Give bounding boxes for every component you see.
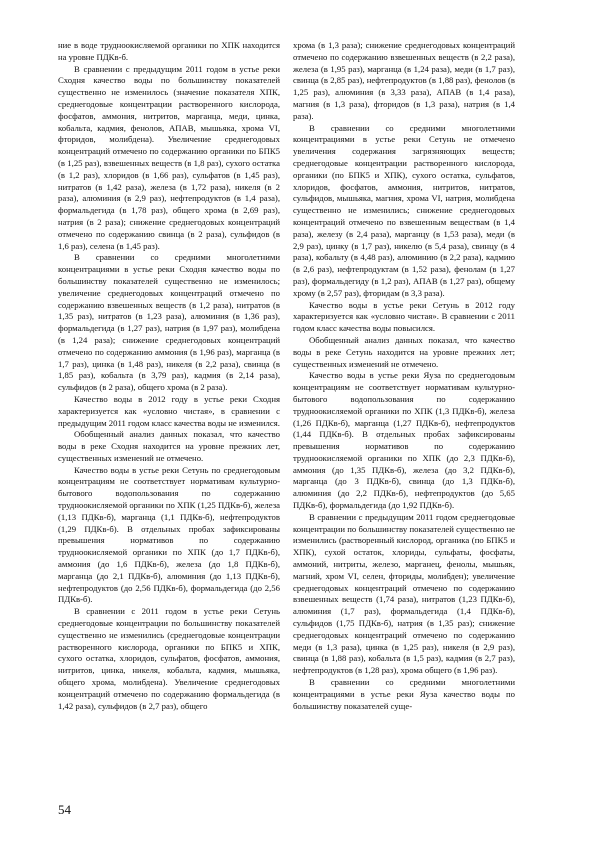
- paragraph: В сравнении с предыдущим 2011 годом в устье реки Сходня качество воды по большинству показателей существенно не изменилось (значение показателя ХПК, среднегодовые концентрации растворенного кислорода, фосфатов, аммония, нитритов, марганца, меди, цинка, кобальта, кадмия, фенолов, АПАВ, мышьяка, хрома VI, фторидов, молибдена). Увеличение среднегодовых концентраций отмечено по содержанию органики по БПК5 (в 1,25 раз), взвешенных веществ (в 1,8 раз), сухого остатка (в 1,2 раз), хлоридов (в 1,66 раз), сульфатов (в 1,45 раз), нитратов (в 1,42 раза), железа (в 1,72 раза), никеля (в 2 раза), алюминия (в 2,9 раз), нефтепродуктов (в 1,4 раза), формальдегида (в 1,78 раз), общего хрома (в 2,69 раз), натрия (в 2 раза); снижение среднегодовых концентраций отмечено по содержанию свинца (в 2 раза), сульфидов (в 1,6 раз), селена (в 1,45 раз).: [58, 63, 280, 251]
- paragraph: Качество воды в устье реки Сетунь в 2012 году характеризуется как «условно чистая». В сравнении с 2011 годом класс качества воды повысился.: [293, 299, 515, 334]
- page-number: 54: [58, 802, 71, 817]
- paragraph: ние в воде трудноокисляемой органики по ХПК находится на уровне ПДКв-б.: [58, 40, 280, 62]
- right-column: [293, 40, 515, 712]
- paragraph: В сравнении со средними многолетними концентрациями в устье реки Сходня качество воды по большинству показателей существенно не изменилось; увеличение среднегодовых концентраций отмечено по содержанию взвешенных веществ (в 1,2 раза), нитратов (в 1,35 раз), нитратов (в 1,23 раза), алюминия (в 1,36 раз), формальдегида (в 1,27 раз), натрия (в 1,97 раз), молибдена (в 1,24 раза); снижение среднегодовых концентраций отмечено по содержанию аммония (в 1,96 раз), марганца (в 1,7 раз), цинка (в 1,48 раз), никеля (в 2,2 раза), свинца (в 1,85 раз), кобальта (в 3,79 раз), кадмия (в 2,14 раза), сульфидов (в 2 раза), общего хрома (в 2 раза).: [58, 252, 280, 393]
- paragraph: В сравнении с предыдущим 2011 годом среднегодовые концентрации по большинству показателей существенно не изменились (растворенный кислород, органика (по БПК5 и ХПК), сухой остаток, хлориды, сульфаты, фосфаты, аммоний, нитриты, железо, марганец, фенолы, мышьяк, магний, хром VI, селен, фториды, молибден); увеличение среднегодовых концентраций отмечено по содержанию взвешенных веществ (1,74 раза), нитратов (1,23 ПДКв-б), алюминия (1,7 раз), формальдегида (1,4 ПДКв-б), сульфидов (1,75 ПДКв-б), натрия (в 1,35 раз); снижение среднегодовых концентраций отмечено по содержанию меди (в 1,3 раза), цинка (в 1,25 раз), никеля (в 2,9 раз), свинца (в 1,88 раз), кобальта (в 1,5 раз), кадмия (в 2,7 раз), нефтепродуктов (в 1,28 раз), хрома общего (в 1,96 раз).: [293, 511, 515, 676]
- paragraph: В сравнении со средними многолетними концентрациями в устье реки Яуза качество воды по большинству показателей суще-: [293, 677, 515, 711]
- paragraph: Качество воды в устье реки Яуза по среднегодовым концентрациям не соответствует нормативам культурно-бытового водопользования по содержанию трудноокисляемой органики по ХПК (1,3 ПДКв-б), железа (1,26 ПДКв-б), марганца (1,27 ПДКв-б), нефтепродуктов (1,44 ПДКв-б). В отдельных пробах зафиксированы превышения нормативов по содержанию трудноокисляемой органики по ХПК (до 2,3 ПДКв-б), аммония (до 1,35 ПДКв-б), железа (до 3,2 ПДКв-б), марганца (до 3 ПДКв-б), свинца (до 1,3 ПДКв-б), алюминия (до 2,2 ПДКв-б), нефтепродуктов (до 5,65 ПДКв-б), формальдегида (до 1,92 ПДКв-б).: [293, 370, 515, 511]
- paragraph: Качество воды в 2012 году в устье реки Сходня характеризуется как «условно чистая», в сравнении с предыдущим 2011 годом класс качества воды не изменился.: [58, 393, 280, 428]
- paragraph: Обобщенный анализ данных показал, что качество воды в реке Сходня находится на уровне прежних лет, существенных изменений не отмечено.: [58, 429, 280, 463]
- paragraph: В сравнении с 2011 годом в устье реки Сетунь среднегодовые концентрации по большинству показателей существенно не изменились (среднегодовые концентрации растворенного кислорода, органики по БПК5 и ХПК, сухого остатка, хлоридов, сульфатов, фосфатов, аммония, нитритов, цинка, никеля, кобальта, кадмия, мышьяка, общего хрома, молибдена). Увеличение среднегодовых концентраций отмечено по содержанию формальдегида (в 1,42 раза), сульфидов (в 2,7 раз), общего: [58, 606, 280, 711]
- paragraph: Обобщенный анализ данных показал, что качество воды в реке Сетунь находится на уровне прежних лет; существенных изменений не отмечено.: [293, 334, 515, 369]
- paragraph: хрома (в 1,3 раза); снижение среднегодовых концентраций отмечено по содержанию взвешенных веществ (в 2,2 раза), железа (в 1,95 раз), марганца (в 1,24 раза), меди (в 1,7 раз), свинца (в 2,85 раз), нефтепродуктов (в 1,88 раз), фенолов (в 1,25 раз), алюминия (в 3,33 раза), АПАВ (в 1,4 раза), магния (в 1,3 раза), фторидов (в 1,3 раза), натрия (в 1,4 раза).: [293, 40, 515, 121]
- paragraph: Качество воды в устье реки Сетунь по среднегодовым концентрациям не соответствует нормативам культурно-бытового водопользования по содержанию трудноокисляемой органики по ХПК (1,25 ПДКв-б), железа (1,13 ПДКв-б), марганца (1,1 ПДКв-б), нефтепродуктов (1,29 ПДКв-б). В отдельных пробах зафиксированы превышения нормативов по содержанию трудноокисляемой органики по ХПК (до 1,7 ПДКв-б), аммония (до 1,6 ПДКв-б), железа (до 1,8 ПДКв-б), марганца (до 2,1 ПДКв-б), алюминия (до 1,13 ПДКв-б), нефтепродуктов (до 2,56 ПДКв-б), формальдегида (до 2,56 ПДКв-б).: [58, 464, 280, 605]
- paragraph: В сравнении со средними многолетними концентрациями в устье реки Сетунь не отмечено увеличения содержания загрязняющих веществ; среднегодовые концентрации растворенного кислорода, органики (по БПК5 и ХПК), сухого остатка, сульфатов, хлоридов, фосфатов, аммония, нитритов, нитратов, сульфидов, мышьяка, магния, хрома VI, натрия, молибдена существенно не изменились; снижение среднегодовых концентраций отмечено по взвешенным веществам (в 1,4 раза), железу (в 2,4 раза), марганцу (в 1,53 раза), меди (в 2,9 раз), цинку (в 1,7 раз), никелю (в 5,4 раза), свинцу (в 4 раза), кобальту (в 4,48 раз), алюминию (в 2,2 раза), кадмию (в 2,6 раз), нефтепродуктам (в 1,52 раза), фенолам (в 1,27 раз), формальдегиду (в 1,2 раз), АПАВ (в 1,27 раз), общему хрому (в 2,57 раз), фторидам (в 3,3 раза).: [293, 122, 515, 298]
- left-column: [58, 40, 280, 712]
